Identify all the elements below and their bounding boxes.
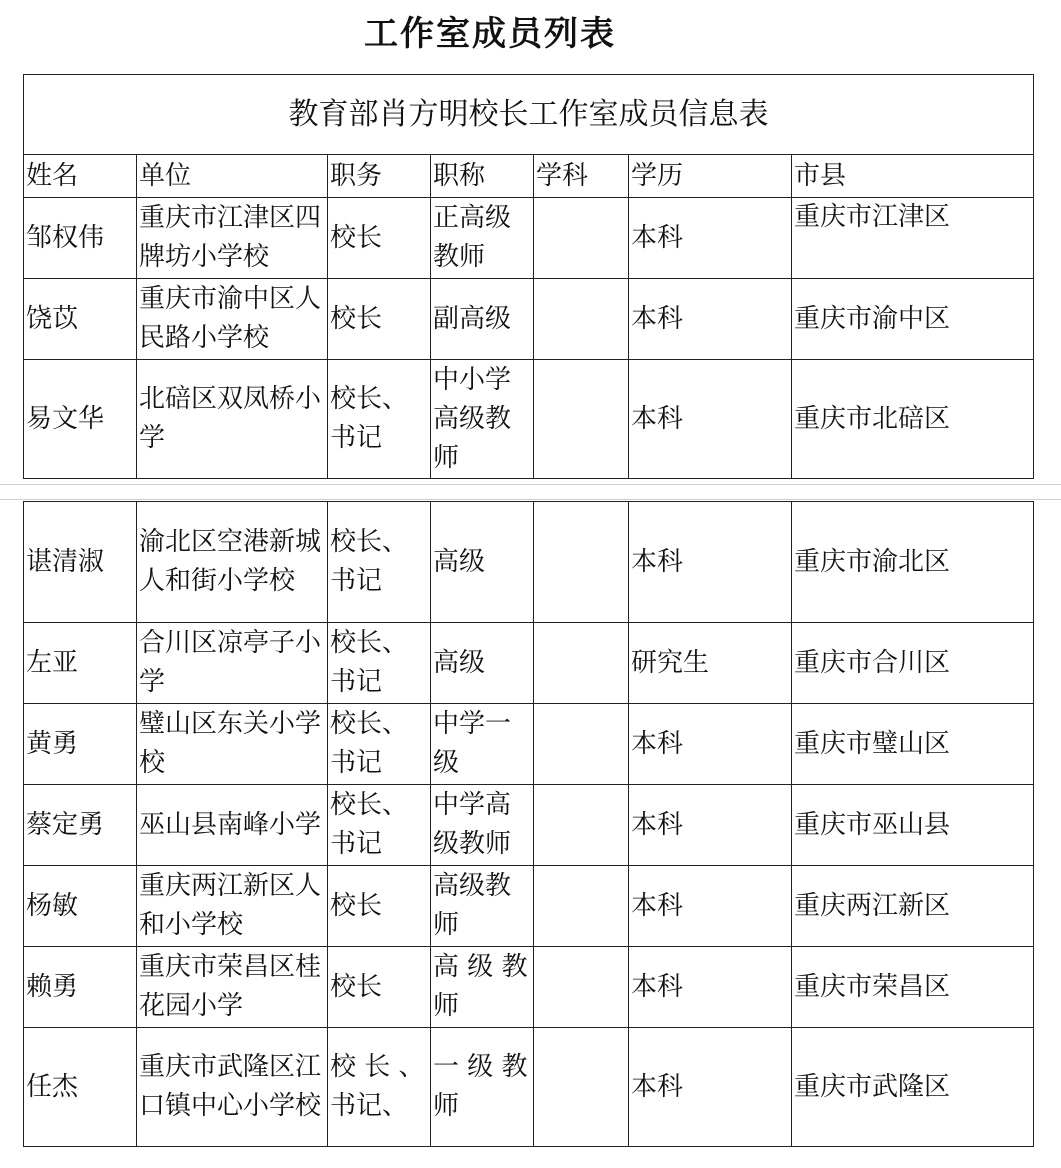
cell-subject	[534, 279, 629, 360]
cell-title: 中学高级教师	[431, 785, 534, 866]
cell-unit: 重庆市江津区四牌坊小学校	[137, 198, 328, 279]
cell-name: 邹权伟	[24, 198, 137, 279]
cell-unit: 重庆市武隆区江口镇中心小学校	[137, 1028, 328, 1147]
header-name: 姓名	[24, 155, 137, 198]
header-city-county: 市县	[792, 155, 1034, 198]
table-row	[24, 198, 1034, 279]
table-header-row	[24, 155, 1034, 198]
cell-name: 饶苡	[24, 279, 137, 360]
cell-name: 任杰	[24, 1028, 137, 1147]
cell-unit: 璧山区东关小学校	[137, 704, 328, 785]
cell-subject	[534, 360, 629, 479]
member-table-page-1	[23, 74, 1034, 479]
cell-education: 本科	[629, 785, 792, 866]
cell-name: 易文华	[24, 360, 137, 479]
cell-unit: 重庆市荣昌区桂花园小学	[137, 947, 328, 1028]
cell-position: 校长	[328, 866, 431, 947]
table-row	[24, 704, 1034, 785]
cell-city-county: 重庆市璧山区	[792, 704, 1034, 785]
table-row	[24, 279, 1034, 360]
cell-city-county: 重庆市武隆区	[792, 1028, 1034, 1147]
cell-subject	[534, 785, 629, 866]
cell-education: 本科	[629, 947, 792, 1028]
cell-title: 正高级教师	[431, 198, 534, 279]
cell-unit: 合川区凉亭子小学	[137, 623, 328, 704]
header-education: 学历	[629, 155, 792, 198]
header-subject: 学科	[534, 155, 629, 198]
cell-education: 本科	[629, 502, 792, 623]
header-unit: 单位	[137, 155, 328, 198]
cell-position: 校长、书记	[328, 623, 431, 704]
page-break-divider	[0, 484, 1061, 500]
cell-position: 校长	[328, 279, 431, 360]
cell-position: 校长、书记	[328, 704, 431, 785]
cell-unit: 渝北区空港新城人和街小学校	[137, 502, 328, 623]
cell-position: 校长、书记	[328, 502, 431, 623]
table-caption: 教育部肖方明校长工作室成员信息表	[24, 75, 1034, 155]
cell-city-county: 重庆市巫山县	[792, 785, 1034, 866]
cell-title: 中小学高级教师	[431, 360, 534, 479]
cell-name: 谌清淑	[24, 502, 137, 623]
cell-unit: 北碚区双凤桥小学	[137, 360, 328, 479]
cell-unit: 重庆市渝中区人民路小学校	[137, 279, 328, 360]
cell-education: 本科	[629, 279, 792, 360]
header-position: 职务	[328, 155, 431, 198]
cell-subject	[534, 1028, 629, 1147]
cell-subject	[534, 198, 629, 279]
cell-position: 校长、书记	[328, 360, 431, 479]
cell-education: 本科	[629, 1028, 792, 1147]
cell-title: 副高级	[431, 279, 534, 360]
cell-education: 本科	[629, 704, 792, 785]
cell-city-county: 重庆市渝北区	[792, 502, 1034, 623]
header-title: 职称	[431, 155, 534, 198]
cell-city-county: 重庆市江津区	[792, 198, 1034, 279]
cell-subject	[534, 866, 629, 947]
cell-name: 黄勇	[24, 704, 137, 785]
page-title: 工作室成员列表	[364, 14, 616, 54]
table-row	[24, 947, 1034, 1028]
table-row	[24, 785, 1034, 866]
cell-city-county: 重庆市荣昌区	[792, 947, 1034, 1028]
table-row	[24, 502, 1034, 623]
cell-name: 蔡定勇	[24, 785, 137, 866]
table-row	[24, 1028, 1034, 1147]
table-row	[24, 866, 1034, 947]
table-row	[24, 360, 1034, 479]
cell-position: 校 长 、书记、	[328, 1028, 431, 1147]
cell-title: 高级	[431, 502, 534, 623]
cell-name: 左亚	[24, 623, 137, 704]
cell-education: 研究生	[629, 623, 792, 704]
table-row	[24, 623, 1034, 704]
cell-city-county: 重庆市渝中区	[792, 279, 1034, 360]
cell-subject	[534, 502, 629, 623]
cell-unit: 重庆两江新区人和小学校	[137, 866, 328, 947]
cell-title: 高级	[431, 623, 534, 704]
cell-city-county: 重庆市合川区	[792, 623, 1034, 704]
cell-title: 中学一级	[431, 704, 534, 785]
cell-name: 杨敏	[24, 866, 137, 947]
cell-position: 校长	[328, 947, 431, 1028]
cell-city-county: 重庆市北碚区	[792, 360, 1034, 479]
cell-subject	[534, 704, 629, 785]
cell-position: 校长	[328, 198, 431, 279]
cell-title: 高 级 教师	[431, 947, 534, 1028]
cell-title: 一 级 教师	[431, 1028, 534, 1147]
cell-position: 校长、书记	[328, 785, 431, 866]
cell-subject	[534, 947, 629, 1028]
cell-unit: 巫山县南峰小学	[137, 785, 328, 866]
cell-education: 本科	[629, 866, 792, 947]
cell-education: 本科	[629, 198, 792, 279]
cell-education: 本科	[629, 360, 792, 479]
cell-city-county: 重庆两江新区	[792, 866, 1034, 947]
member-table-page-2	[23, 501, 1034, 1147]
cell-name: 赖勇	[24, 947, 137, 1028]
cell-subject	[534, 623, 629, 704]
cell-title: 高级教师	[431, 866, 534, 947]
